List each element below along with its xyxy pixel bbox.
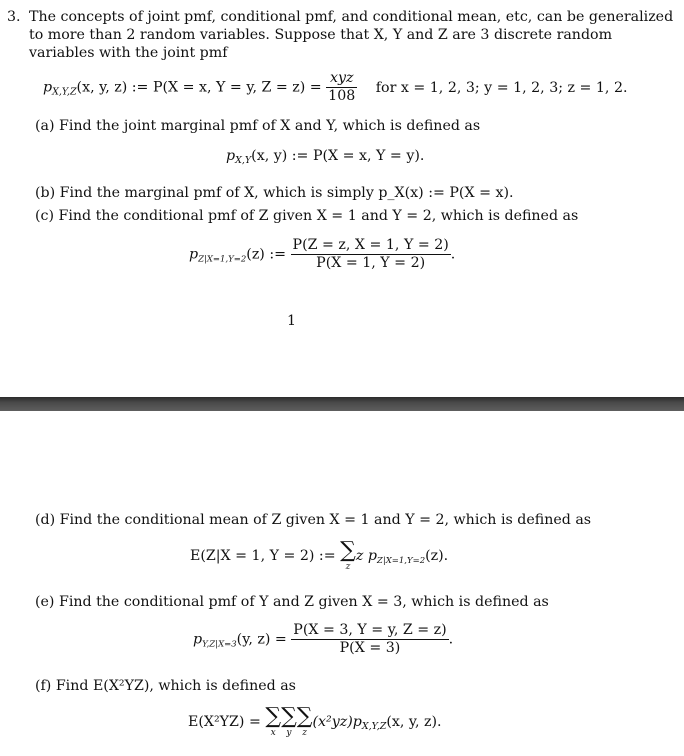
problem-number: 3.	[7, 9, 21, 25]
part-a-equation: $p_{X,Y}(x$, y) := P(X = x, Y = y).	[226, 148, 425, 166]
intro-line-2: to more than 2 random variables. Suppose that X, Y and Z are 3 discrete random	[29, 27, 613, 43]
part-f-subscript: X,Y,Z	[361, 721, 387, 732]
part-d-equation	[190, 540, 448, 572]
joint-pmf-numerator: xyz	[326, 70, 357, 88]
part-a-text: (a) Find the joint marginal pmf of X and Y, which is defined as	[35, 118, 481, 134]
part-d-lhs: E(Z|X = 1, Y = 2) :=	[190, 548, 336, 564]
sum-icon: ∑ z	[340, 538, 356, 572]
joint-pmf-args: (x, y, z) := P(X = x, Y = y, Z = z) =	[76, 79, 322, 96]
sum-icon-z: ∑ z	[296, 704, 313, 738]
part-f-text: (f) Find E(X²YZ), which is defined as	[35, 678, 296, 694]
part-c-args: (z) :=	[246, 246, 287, 263]
page-divider	[0, 397, 684, 411]
part-c-fraction	[291, 237, 451, 272]
joint-pmf-denominator: 108	[328, 88, 356, 104]
part-c-subscript: Z|X=1,Y=2	[198, 254, 247, 265]
part-f-equation	[188, 706, 442, 738]
page-number: 1	[287, 313, 297, 329]
part-d-text: (d) Find the conditional mean of Z given X = 1 and Y = 2, which is defined as	[35, 512, 592, 528]
intro-line-1: The concepts of joint pmf, conditional pmf, and conditional mean, etc, can be generalized	[29, 9, 674, 25]
intro-line-3: variables with the joint pmf	[29, 45, 228, 61]
part-f-lhs: E(X²YZ) =	[188, 714, 261, 730]
joint-pmf-subscript: X,Y,Z	[52, 86, 77, 98]
joint-pmf-domain: for x = 1, 2, 3; y = 1, 2, 3; z = 1, 2.	[375, 79, 628, 96]
part-d-body: z p	[355, 548, 377, 564]
part-e-numerator: P(X = 3, Y = y, Z = z)	[293, 622, 447, 638]
joint-pmf-symbol: p	[43, 79, 53, 96]
part-c-text: (c) Find the conditional pmf of Z given X = 1 and Y = 2, which is defined as	[35, 208, 579, 224]
part-c-denominator: P(X = 1, Y = 2)	[316, 255, 426, 271]
part-f-body: (x²yz)p	[312, 714, 362, 730]
part-c-equation: $p_{Z|X=1,Y=2}(z)$ := $\frac{P(Z = z, X = 1, Y = 2)}{P(X = 1, Y = 2)}$ .	[189, 237, 456, 271]
part-e-fraction	[291, 622, 448, 657]
sum-icon-y: ∑ y	[281, 704, 297, 738]
part-d-tail: (z).	[425, 548, 449, 564]
part-d-subscript: Z|X=1,Y=2	[376, 556, 426, 566]
part-b-text: (b) Find the marginal pmf of X, which is simply p_X(x) := P(X = x).	[35, 185, 514, 201]
part-a-subscript: X,Y	[235, 155, 252, 166]
part-e-subscript: Y,Z|X=3	[202, 639, 237, 650]
part-e-args: (y, z) =	[236, 631, 287, 648]
part-d-sum-index: z	[345, 562, 351, 572]
part-a-equation-body: (x, y) := P(X = x, Y = y).	[251, 148, 425, 164]
part-e-equation: $p_{Y,Z|X=3}(y$, z) = $\frac{P(X = 3, Y = y, Z = z)}{P(X = 3)}$ .	[193, 622, 454, 656]
part-e-denominator: P(X = 3)	[339, 640, 401, 656]
part-c-numerator: P(Z = z, X = 1, Y = 2)	[292, 237, 449, 253]
joint-pmf-fraction	[326, 70, 357, 105]
part-f-tail: (x, y, z).	[386, 714, 442, 730]
joint-pmf-equation	[43, 70, 627, 105]
part-e-text: (e) Find the conditional pmf of Y and Z given X = 3, which is defined as	[35, 594, 549, 610]
sum-icon-x: ∑ x	[265, 704, 282, 738]
